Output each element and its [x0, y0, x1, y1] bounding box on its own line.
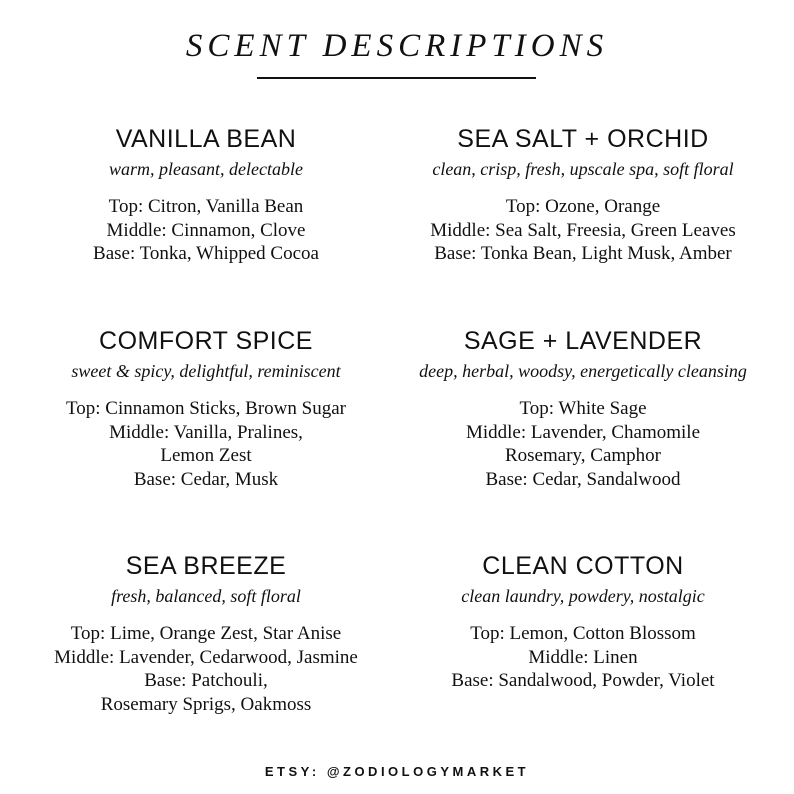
note-line: Middle: Linen — [528, 646, 638, 668]
note-line: Middle: Sea Salt, Freesia, Green Leaves — [430, 219, 736, 241]
scent-description: warm, pleasant, delectable — [109, 159, 303, 179]
scent-notes — [16, 622, 396, 716]
note-line: Top: Ozone, Orange — [505, 196, 661, 217]
scent-notes — [16, 195, 396, 266]
scent-description: deep, herbal, woodsy, energetically cleansing — [419, 361, 747, 381]
scent-name: SEA BREEZE — [125, 552, 287, 580]
scent-name: COMFORT SPICE — [99, 327, 313, 355]
note-line: Lemon Zest — [160, 445, 252, 466]
note-line: Base: Tonka Bean, Light Musk, Amber — [434, 243, 732, 264]
scent-name: SAGE + LAVENDER — [463, 327, 703, 355]
scent-notes — [393, 622, 773, 693]
note-line: Base: Patchouli, — [144, 670, 268, 691]
scent-card-clean-cotton — [393, 551, 773, 693]
scent-description: sweet & spicy, delightful, reminiscent — [71, 361, 341, 381]
scent-notes — [16, 397, 396, 491]
scent-notes — [393, 397, 773, 491]
note-line: Middle: Lavender, Cedarwood, Jasmine — [54, 646, 358, 668]
scent-card-vanilla-bean — [16, 124, 396, 266]
scent-description: clean laundry, powdery, nostalgic — [461, 586, 705, 606]
note-line: Top: White Sage — [519, 398, 647, 419]
title-divider — [257, 77, 536, 79]
note-line: Rosemary Sprigs, Oakmoss — [100, 693, 312, 715]
note-line: Rosemary, Camphor — [504, 445, 662, 466]
scent-description: fresh, balanced, soft floral — [111, 586, 301, 606]
scent-card-comfort-spice — [16, 326, 396, 491]
note-line: Top: Lime, Orange Zest, Star Anise — [70, 623, 342, 644]
note-line: Middle: Cinnamon, Clove — [106, 219, 306, 241]
page-title: SCENT DESCRIPTIONS — [185, 28, 609, 64]
note-line: Top: Lemon, Cotton Blossom — [470, 623, 696, 644]
etsy-shop-handle: ETSY: @ZODIOLOGYMARKET — [264, 764, 530, 779]
note-line: Middle: Lavender, Chamomile — [465, 421, 701, 443]
scent-name: VANILLA BEAN — [115, 125, 297, 153]
scent-description: clean, crisp, fresh, upscale spa, soft floral — [432, 159, 734, 179]
scent-card-sage-lavender — [393, 326, 773, 491]
note-line: Base: Tonka, Whipped Cocoa — [93, 243, 319, 264]
note-line: Base: Sandalwood, Powder, Violet — [451, 670, 715, 691]
note-line: Base: Cedar, Musk — [133, 468, 279, 490]
scent-name: SEA SALT + ORCHID — [457, 125, 709, 153]
note-line: Base: Cedar, Sandalwood — [485, 468, 681, 490]
note-line: Middle: Vanilla, Pralines, — [109, 421, 303, 443]
note-line: Top: Citron, Vanilla Bean — [108, 196, 304, 217]
scent-card-sea-salt-orchid — [393, 124, 773, 266]
scent-card-sea-breeze — [16, 551, 396, 716]
note-line: Top: Cinnamon Sticks, Brown Sugar — [66, 398, 346, 419]
scent-name: CLEAN COTTON — [482, 552, 684, 580]
scent-notes — [393, 195, 773, 266]
